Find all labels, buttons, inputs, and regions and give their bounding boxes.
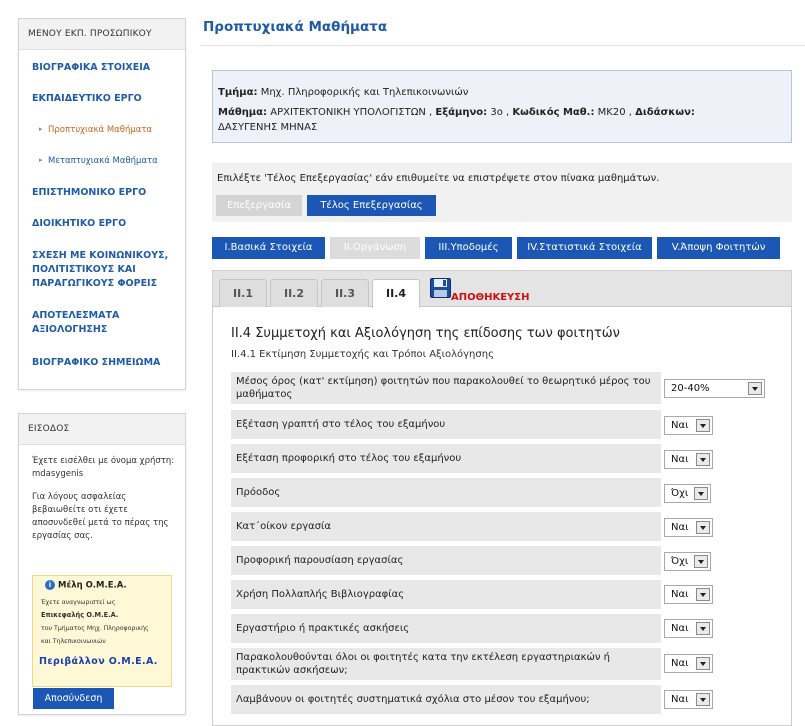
omea-line: και Τηλεπικοινωνιών [41,637,106,645]
select-value: Ναι [671,454,689,465]
question-text: Εξέταση γραπτή στο τέλος του εξαμήνου [236,419,446,430]
select-value: Ναι [671,589,689,600]
tab-infrastructure[interactable]: III.Υποδομές [425,237,512,259]
question-text: Λαμβάνουν οι φοιτητές συστηματικά σχόλια στο μέσον του εξαμήνου; [236,694,590,705]
subtab-ii-1[interactable]: II.1 [219,279,267,307]
logged-in-text: Έχετε εισέλθει με όνομα χρήστη: [32,456,175,466]
course-label: Μάθημα: [218,107,268,118]
tab-organization[interactable]: II.Οργάνωση [330,237,420,259]
chevron-down-icon[interactable] [696,588,710,601]
question-row [231,614,661,643]
question-row [231,512,661,541]
sidebar-item-bio[interactable]: ΒΙΟΓΡΑΦΙΚΑ ΣΤΟΙΧΕΙΑ [32,62,151,73]
login-title: ΕΙΣΟΔΟΣ [19,414,185,445]
midterm-feedback-select[interactable] [664,690,713,709]
sidebar-item-evaluation[interactable]: ΑΠΟΤΕΛΕΣΜΑΤΑ ΑΞΙΟΛΟΓΗΣΗΣ [32,310,120,335]
section-subheading: ΙΙ.4.1 Εκτίμηση Συμμετοχής και Τρόποι Αξιολόγησης [231,349,494,360]
omea-line: Έχετε αναγνωριστεί ως [41,598,116,606]
chevron-down-icon[interactable] [696,521,710,534]
save-button[interactable]: ΑΠΟΘΗΚΕΥΣΗ [451,292,530,303]
question-text: Προφορική παρουσίαση εργασίας [236,555,404,566]
chevron-down-icon[interactable] [748,382,762,395]
code-value: ΜΚ20 , [597,107,632,118]
username: mdasygenis [32,469,84,479]
edit-button[interactable]: Επεξεργασία [216,195,302,216]
question-text: Εργαστήριο ή πρακτικές ασκήσεις [236,623,410,634]
question-text: Παρακολουθούνται όλοι οι φοιτητές κατα την εκτέλεση εργαστηριακών ή πρακτικών ασκήσεων; [236,652,610,676]
select-value: 20-40% [671,383,710,394]
sidebar-item-admin[interactable]: ΔΙΟΙΚΗΤΙΚΟ ΕΡΓΟ [32,218,127,229]
sidebar-item-cv[interactable]: ΒΙΟΓΡΑΦΙΚΟ ΣΗΜΕΙΩΜΑ [32,357,161,368]
omea-text [39,596,165,648]
chevron-down-icon[interactable] [696,622,710,635]
select-value: Ναι [671,623,689,634]
menu-title: ΜΕΝΟΥ ΕΚΠ. ΠΡΟΣΩΠΙΚΟΥ [19,19,185,50]
question-row [231,444,661,473]
security-text: Για λόγους ασφαλείας βεβαιωθείτε οτι έχετε αποσυνδεθεί μετά το πέρας της εργασίας σας. [32,492,169,541]
section-heading: ΙΙ.4 Συμμετοχή και Αξιολόγηση της επίδοσης των φοιτητών [231,326,620,341]
question-row [231,410,661,439]
omea-title: Μέλη Ο.Μ.Ε.Α. [58,580,127,591]
title-divider [200,45,805,46]
semester-value: 3ο , [490,107,510,118]
written-exam-select[interactable] [664,416,713,435]
question-text: Πρόοδος [236,487,281,498]
select-value: Ναι [671,694,689,705]
homework-select[interactable] [664,518,713,537]
omea-box [32,575,172,687]
omea-environment-link[interactable]: Περιβάλλον Ο.Μ.Ε.Α. [39,655,158,667]
sidebar-item-postgrad[interactable]: ▸ Μεταπτυχιακά Μαθήματα [19,156,158,166]
select-value: Ναι [671,658,689,669]
code-label: Κωδικός Μαθ.: [512,107,595,118]
dept-value: Μηχ. Πληροφορικής και Τηλεπικοινωνιών [260,87,469,98]
question-text: Κατ΄οίκον εργασία [236,521,332,532]
course-info-box [212,70,792,143]
question-row [231,580,661,609]
teachers-label: Διδάσκων: [635,107,695,118]
page-title: Προπτυχιακά Μαθήματα [203,19,388,35]
progress-test-select[interactable] [664,484,711,503]
tab-student-view[interactable]: V.Άποψη Φοιτητών [657,237,780,259]
question-row [231,648,661,680]
subtab-ii-3[interactable]: II.3 [321,279,369,307]
chevron-down-icon[interactable] [694,555,708,568]
lab-exercises-select[interactable] [664,619,713,638]
chevron-down-icon[interactable] [696,657,710,670]
question-text: Εξέταση προφορική στο τέλος του εξαμήνου [236,453,462,464]
question-row [231,372,661,404]
course-value: ΑΡΧΙΤΕΚΤΟΝΙΚΗ ΥΠΟΛΟΓΙΣΤΩΝ , [270,107,433,118]
semester-label: Εξάμηνο: [435,107,488,118]
sidebar-item-research[interactable]: ΕΠΙΣΤΗΜΟΝΙΚΟ ΕΡΓΟ [32,187,147,198]
sidebar-item-teaching[interactable]: ΕΚΠΑΙΔΕΥΤΙΚΟ ΕΡΓΟ [32,93,142,104]
select-value: Όχι [671,488,689,499]
question-row [231,685,661,714]
question-text: Χρήση Πολλαπλής Βιβλιογραφίας [236,589,405,600]
lab-supervision-select[interactable] [664,654,713,673]
floppy-disk-icon[interactable] [430,278,451,298]
chevron-down-icon[interactable] [696,419,710,432]
sidebar-item-social[interactable]: ΣΧΕΣΗ ΜΕ ΚΟΙΝΩΝΙΚΟΥΣ, ΠΟΛΙΤΙΣΤΙΚΟΥΣ ΚΑΙ ΠΑΡΑΓΩΓΙΚΟΥΣ ΦΟΡΕΙΣ [32,250,169,289]
question-text: Μέσος όρος (κατ' εκτίμηση) φοιτητών που παρακολουθεί το θεωρητικό μέρος του μαθήματος [236,376,651,400]
subtab-ii-4[interactable]: II.4 [372,279,420,308]
teachers-value: ΔΑΣΥΓΕΝΗΣ ΜΗΝΑΣ [218,122,318,133]
dept-label: Τμήμα: [218,87,258,98]
question-row [231,546,661,575]
chevron-down-icon[interactable] [696,693,710,706]
info-icon: i [45,580,55,590]
oral-exam-select[interactable] [664,450,713,469]
chevron-down-icon[interactable] [694,487,708,500]
chevron-down-icon[interactable] [696,453,710,466]
sidebar-item-undergrad[interactable]: ▸ Προπτυχιακά Μαθήματα [19,125,152,135]
finish-editing-button[interactable]: Τέλος Επεξεργασίας [307,195,436,216]
edit-instruction: Επιλέξτε 'Τέλος Επεξεργασίας' εάν επιθυμείτε να επιστρέψετε στον πίνακα μαθημάτων. [217,173,660,184]
select-value: Όχι [671,556,689,567]
logout-button[interactable]: Αποσύνδεση [33,688,114,709]
tab-statistics[interactable]: IV.Στατιστικά Στοιχεία [517,237,652,259]
login-panel [18,413,186,715]
select-value: Ναι [671,522,689,533]
omea-line: του Τμήματος Μηχ. Πληροφορικής [41,624,149,632]
select-value: Ναι [671,420,689,431]
bibliography-select[interactable] [664,585,713,604]
oral-presentation-select[interactable] [664,552,711,571]
question-row [231,478,661,507]
attendance-select[interactable] [664,379,765,398]
omea-role: Επικεφαλής Ο.Μ.Ε.Α. [41,610,119,619]
staff-menu-panel [18,18,186,390]
tab-basic-info[interactable]: I.Βασικά Στοιχεία [212,237,325,259]
subtab-ii-2[interactable]: II.2 [270,279,318,307]
